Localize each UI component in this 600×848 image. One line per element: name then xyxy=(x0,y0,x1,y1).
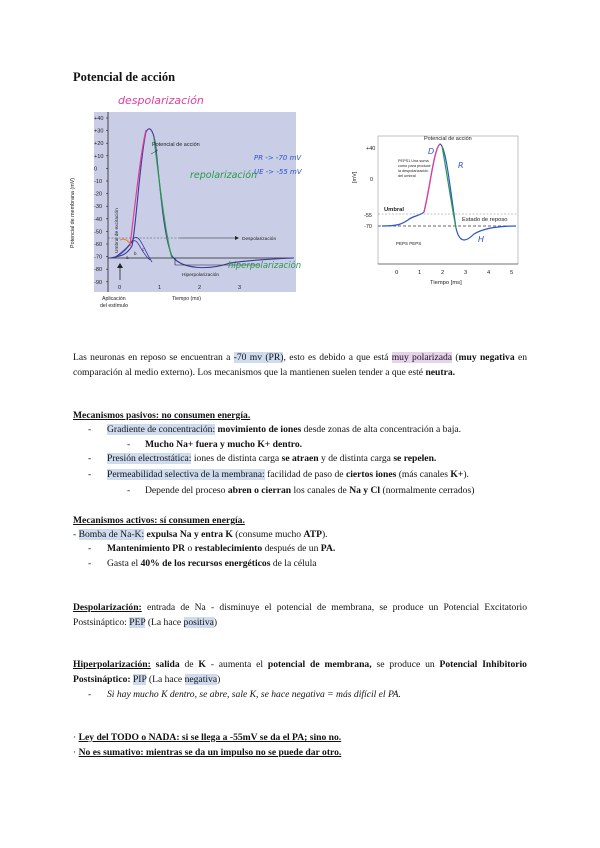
figure2-svg xyxy=(350,128,525,293)
fig2-peps-bottom: PEPS PEPS xyxy=(396,241,422,246)
fig1-y-label: Potencial de membrana (mV) xyxy=(70,177,76,248)
hand-ue: UE -> -55 mV xyxy=(254,168,302,176)
fig1-ytick: -70 xyxy=(94,254,103,261)
fig2-ytick-40: +40 xyxy=(366,146,376,152)
fig1-ytick: +40 xyxy=(94,116,104,122)
fig2-xtick-3: 3 xyxy=(464,270,468,276)
pasivos-subitem-na-k: Mucho Na+ fuera y mucho K+ dentro. xyxy=(145,439,303,450)
fig1-stim-1: Aplicación xyxy=(102,296,126,302)
fig1-small-b: b xyxy=(134,251,137,256)
pasivos-item-presion: Presión electrostática: iones de distinta carga se atraen y de distinta carga se repelen. xyxy=(107,453,437,464)
activos-heading: Mecanismos activos: sí consumen energía. xyxy=(73,515,245,526)
fig1-ytick: -30 xyxy=(94,204,103,211)
fig1-ytick: +10 xyxy=(94,153,104,160)
ley-no-sumativo: · No es sumativo: mientras se da un impulso no se puede dar otro. xyxy=(73,747,342,758)
activos-bomba: - Bomba de Na-K: expulsa Na y entra K (consume mucho ATP). xyxy=(73,529,328,540)
fig1-ytick: -40 xyxy=(94,216,103,223)
activos-item-gasta: Gasta el 40% de los recursos energéticos de la célula xyxy=(107,558,317,569)
fig1-after-label: Despolarización xyxy=(242,237,277,242)
fig1-small-a: a xyxy=(126,255,129,260)
fig2-title: Potencial de acción xyxy=(424,136,472,142)
fig2-ytick-70: -70 xyxy=(364,224,372,230)
activos-item-mantenimiento: Mantenimiento PR o restablecimiento después de un PA. xyxy=(107,543,336,554)
fig2-ytick-55: -55 xyxy=(364,213,372,219)
figure1-svg xyxy=(60,88,305,320)
fig1-small-c: c xyxy=(142,247,145,252)
fig1-xtick: 2 xyxy=(198,285,202,291)
pasivos-subitem-canales: Depende del proceso abren o cierran los canales de Na y Cl (normalmente cerrados) xyxy=(145,485,475,496)
fig2-xtick-4: 4 xyxy=(487,270,491,276)
pasivos-item-gradiente: Gradiente de concentración: movimiento de iones desde zonas de alta concentración a baja. xyxy=(107,424,462,435)
fig1-xtick: 1 xyxy=(158,285,162,291)
fig2-xtick-5: 5 xyxy=(510,270,514,276)
fig1-ytick: -10 xyxy=(94,179,103,185)
fig2-x-label: Tiempo [ms] xyxy=(430,280,462,286)
fig2-letter-d: D xyxy=(428,147,435,156)
fig1-x-label: Tiempo (ms) xyxy=(172,296,201,302)
fig2-peps-note4: del umbral xyxy=(398,174,416,178)
hand-repolarizacion: repolarización xyxy=(190,170,258,181)
hand-pr: PR -> -70 mV xyxy=(254,154,302,162)
fig1-ytick: 0 xyxy=(94,166,98,173)
pasivos-heading: Mecanismos pasivos: no consumen energía. xyxy=(73,410,251,421)
fig1-ytick: -80 xyxy=(94,267,103,274)
fig2-peps-note: PEPS1 Una suma xyxy=(398,159,429,163)
hiperpolarizacion-paragraph: Hiperpolarización: salida de K - aumenta el potencial de membrana, se produce un Potencial Inhibitorio Postsináptico: PIP (La hace negativa) xyxy=(73,659,527,685)
despolarizacion-paragraph: Despolarización: entrada de Na - disminuye el potencial de membrana, se produce un Potencial Excitatorio Postsináptico: PEP (La hace positiva) xyxy=(73,602,527,628)
fig2-reposo: Estado de reposo xyxy=(462,217,508,223)
figure-action-potential-summary xyxy=(350,128,525,293)
fig1-ytick: +20 xyxy=(94,141,104,148)
fig2-peps-note3: la despolarización xyxy=(398,169,429,173)
fig1-xtick: 0 xyxy=(118,285,122,291)
pasivos-item-permeabilidad: Permeabilidad selectiva de la membrana: facilidad de paso de ciertos iones (más canales K+). xyxy=(107,469,469,480)
fig2-letter-h: H xyxy=(478,235,485,244)
fig1-ytick: +30 xyxy=(94,128,104,135)
intro-paragraph: Las neuronas en reposo se encuentran a -70 mv (PR), esto es debido a que está muy polarizada (muy negativa en comparación al medio externo). Los mecanismos que la mantienen suelen tender a que esté neutra. xyxy=(73,352,527,378)
fig1-ytick: -20 xyxy=(94,191,103,198)
fig2-ytick-0: 0 xyxy=(370,177,374,183)
fig1-ytick: -50 xyxy=(94,229,103,236)
fig2-letter-r: R xyxy=(458,161,464,170)
page-title: Potencial de acción xyxy=(73,70,176,84)
fig1-hyper-label: Hiperpolarización xyxy=(182,273,220,278)
fig2-umbral: Umbral xyxy=(384,207,404,213)
fig2-xtick-0: 0 xyxy=(395,270,399,276)
ley-todo-o-nada: · Ley del TODO o NADA: si se llega a -55mV se da el PA; sino no. xyxy=(73,732,342,743)
fig1-ytick: -60 xyxy=(94,242,103,248)
figure-action-potential-phases xyxy=(60,88,305,320)
fig1-ytick: -90 xyxy=(94,279,103,286)
fig1-threshold-label: Umbral de excitación xyxy=(115,208,120,253)
fig1-xtick: 3 xyxy=(238,285,242,291)
fig1-stim-2: del estímulo xyxy=(100,303,128,309)
hand-despolarizacion: despolarización xyxy=(118,94,204,107)
fig2-y-unit: [mV] xyxy=(352,171,358,183)
fig2-peps-note2: como para producir xyxy=(398,164,431,168)
fig2-xtick-1: 1 xyxy=(418,270,422,276)
fig2-xtick-2: 2 xyxy=(441,270,445,276)
hiperpolarizacion-note: Si hay mucho K dentro, se abre, sale K, se hace negativa = más difícil el PA. xyxy=(107,689,401,700)
hand-hiperpolarizacion: hiperpolarización xyxy=(228,261,302,271)
fig1-ap-label: Potencial de acción xyxy=(152,142,200,148)
